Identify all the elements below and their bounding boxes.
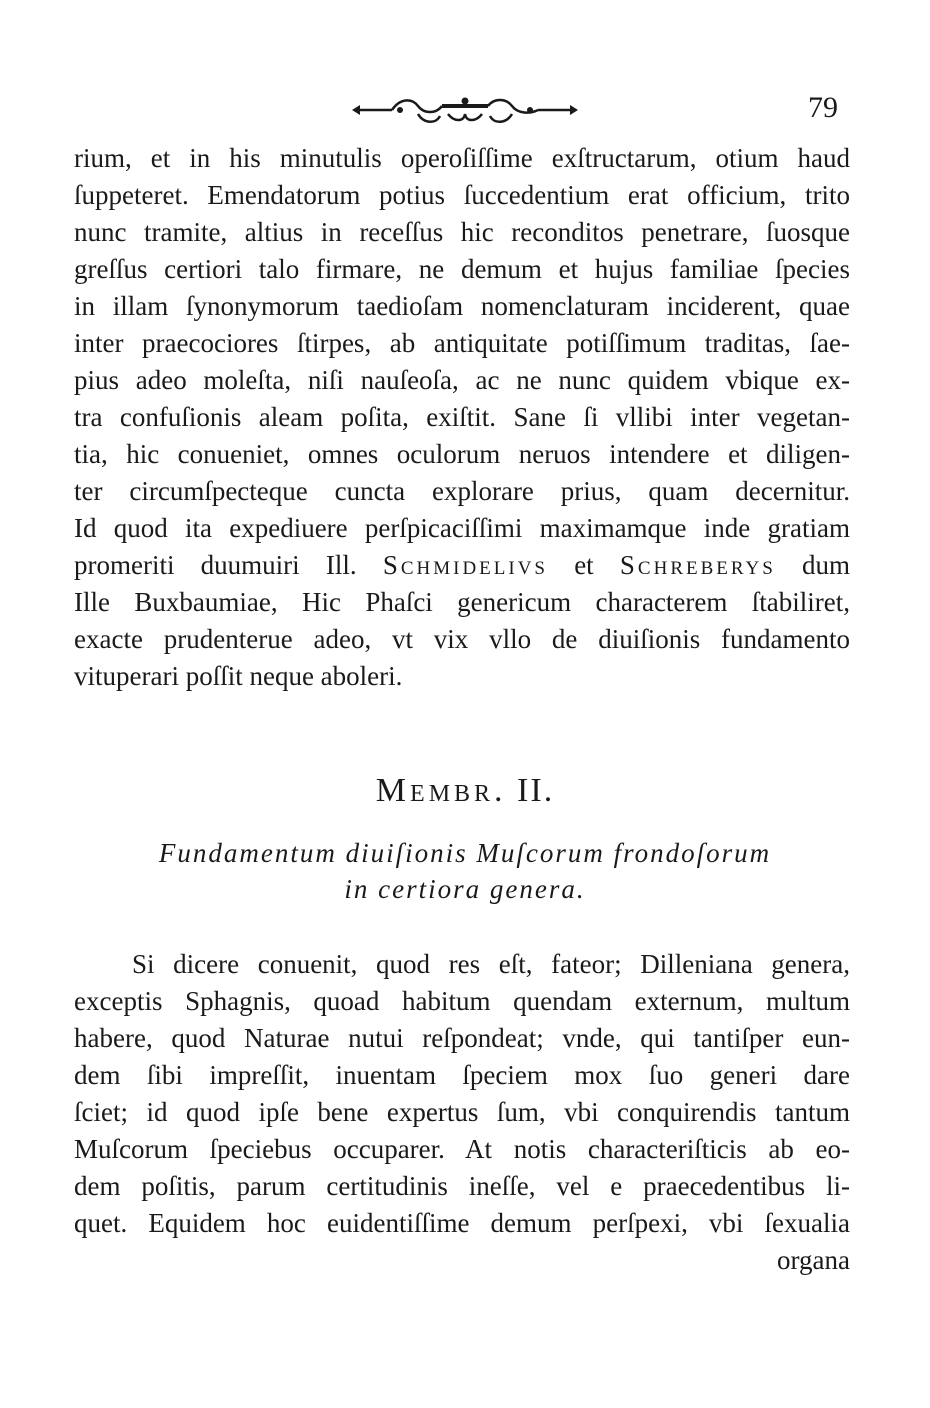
text-line: quet. Equidem hoc euidentiſſime demum perſpexi, vbi ſexualia	[74, 1208, 850, 1238]
headpiece-ornament-icon	[352, 92, 578, 128]
text-line: exacte prudenterue adeo, vt vix vllo de diuiſionis fundamento	[74, 624, 850, 654]
text-line: ſuppeteret. Emendatorum potius ſuccedentium erat officium, trito	[74, 180, 850, 210]
text-line: greſſus certiori talo firmare, ne demum et hujus familiae ſpecies	[74, 254, 850, 284]
text-line: Muſcorum ſpeciebus occuparer. At notis characteriſticis ab eo-	[74, 1134, 850, 1164]
section-subtitle-line-2: in certiora genera.	[344, 874, 586, 904]
text-line: nunc tramite, altius in receſſus hic reconditos penetrare, ſuosque	[74, 217, 850, 247]
text-line: Ille Buxbaumiae, Hic Phaſci genericum characterem ſtabiliret,	[74, 587, 850, 617]
text-line: dem ſibi impreſſit, inuentam ſpeciem mox ſuo generi dare	[74, 1060, 850, 1090]
section-heading	[0, 768, 930, 814]
section-label: Membr.	[375, 772, 507, 809]
text-line: rium, et in his minutulis operoſiſſime exſtructarum, otium haud	[74, 143, 850, 173]
author-name-schmidelius: Schmidelivs	[382, 550, 548, 580]
section-numeral: II.	[517, 772, 555, 809]
text-fragment: promeriti duumuiri Ill.	[74, 550, 357, 580]
paragraph-main	[74, 946, 850, 1279]
catchword: organa	[777, 1245, 850, 1275]
text-line: Id quod ita expediuere perſpicaciſſimi maximamque inde gratiam	[74, 513, 850, 543]
paragraph-continuation	[74, 140, 850, 695]
text-line: tia, hic conueniet, omnes oculorum neruos intendere et diligen-	[74, 439, 850, 469]
text-line: dem poſitis, parum certitudinis ineſſe, vel e praecedentibus li-	[74, 1171, 850, 1201]
author-name-schreberus: Schreberys	[619, 550, 776, 580]
text-line: ter circumſpecteque cuncta explorare prius, quam decernitur.	[74, 476, 850, 506]
text-line: pius adeo moleſta, niſi nauſeoſa, ac ne nunc quidem vbique ex-	[74, 365, 850, 395]
page-number: 79	[808, 91, 838, 124]
text-line: Si dicere conuenit, quod res eſt, fateor; Dilleniana genera,	[132, 949, 850, 979]
text-line: inter praecociores ſtirpes, ab antiquitate potiſſimum traditas, ſae-	[74, 328, 850, 358]
text-line: tra confuſionis aleam poſita, exiſtit. Sane ſi vllibi inter vegetan-	[74, 402, 850, 432]
text-fragment: et	[574, 550, 594, 580]
section-subtitle-line-1: Fundamentum diuiſionis Muſcorum frondoſorum	[158, 838, 772, 868]
text-fragment: dum	[802, 550, 850, 580]
text-line: habere, quod Naturae nutui reſpondeat; vnde, qui tantiſper eun-	[74, 1023, 850, 1053]
text-line: in illam ſynonymorum taedioſam nomenclaturam inciderent, quae	[74, 291, 850, 321]
text-line: ſciet; id quod ipſe bene expertus ſum, vbi conquirendis tantum	[74, 1097, 850, 1127]
text-line-with-names	[74, 547, 850, 584]
text-line: exceptis Sphagnis, quoad habitum quendam externum, multum	[74, 986, 850, 1016]
text-line: vituperari poſſit neque aboleri.	[74, 661, 403, 691]
